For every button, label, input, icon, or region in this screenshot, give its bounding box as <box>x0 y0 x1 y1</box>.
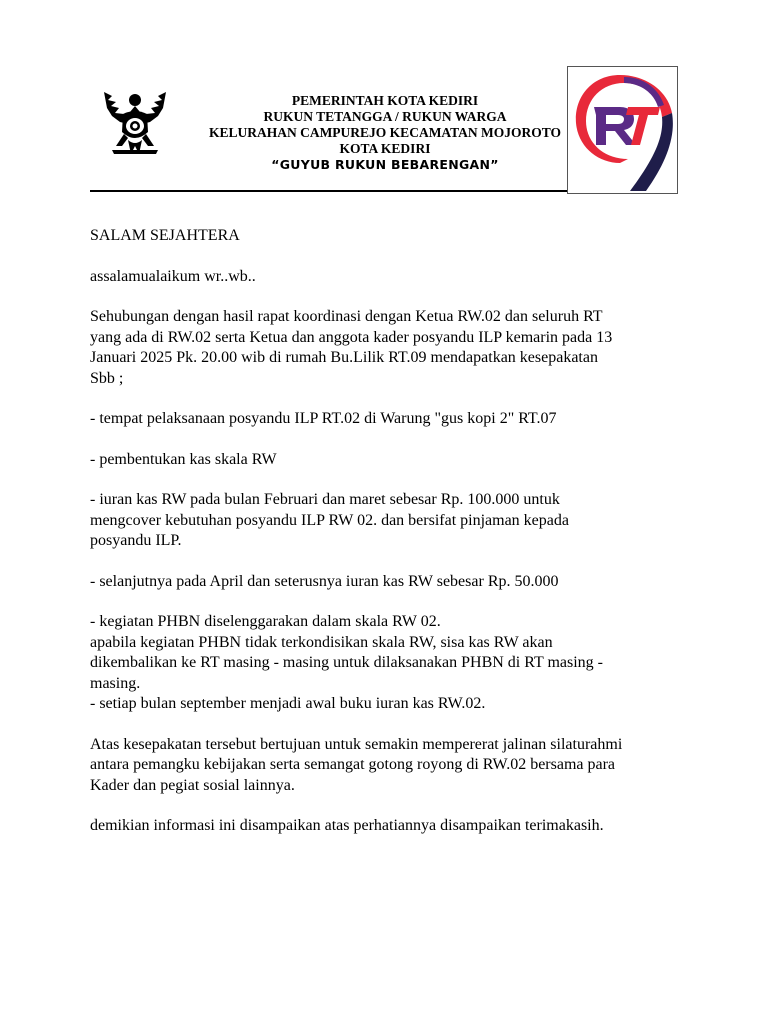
garuda-emblem-icon <box>98 86 172 160</box>
item-line: posyandu ILP. <box>90 532 182 549</box>
closing-paragraph <box>90 735 690 797</box>
item-line: - kegiatan PHBN diselenggarakan dalam skala RW 02. <box>90 613 441 630</box>
intro-line: yang ada di RW.02 serta Ketua dan anggota kader posyandu ILP kemarin pada 13 <box>90 328 613 346</box>
closing-line: Kader dan pegiat sosial lainnya. <box>90 776 295 794</box>
header-motto: “GUYUB RUKUN BEBARENGAN” <box>271 157 499 172</box>
letterhead <box>180 93 590 173</box>
agreement-item-6: - setiap bulan september menjadi awal buku iuran kas RW.02. <box>90 695 486 712</box>
intro-line: Sbb ; <box>90 369 124 387</box>
header-line-2: RUKUN TETANGGA / RUKUN WARGA <box>263 109 507 124</box>
agreement-item-4: - selanjutnya pada April dan seterusnya iuran kas RW sebesar Rp. 50.000 <box>90 572 559 590</box>
item-line: dikembalikan ke RT masing - masing untuk dilaksanakan PHBN di RT masing - <box>90 654 603 671</box>
item-line: mengcover kebutuhan posyandu ILP RW 02. dan bersifat pinjaman kepada <box>90 511 569 529</box>
final-statement: demikian informasi ini disampaikan atas perhatiannya disampaikan terimakasih. <box>90 817 604 834</box>
intro-line: Sehubungan dengan hasil rapat koordinasi dengan Ketua RW.02 dan seluruh RT <box>90 308 603 325</box>
agreement-item-1: - tempat pelaksanaan posyandu ILP RT.02 di Warung "gus kopi 2" RT.07 <box>90 410 557 427</box>
header-line-4: KOTA KEDIRI <box>339 141 431 156</box>
item-line: - iuran kas RW pada bulan Februari dan maret sebesar Rp. 100.000 untuk <box>90 491 560 508</box>
letter-body <box>90 226 690 857</box>
item-line: masing. <box>90 674 141 692</box>
agreement-item-5 <box>90 612 690 694</box>
salam: assalamualaikum wr..wb.. <box>90 267 256 285</box>
greeting: SALAM SEJAHTERA <box>90 227 240 244</box>
closing-line: Atas kesepakatan tersebut bertujuan untuk semakin mempererat jalinan silaturahmi <box>90 735 623 753</box>
closing-line: antara pemangku kebijakan serta semangat gotong royong di RW.02 bersama para <box>90 756 616 773</box>
item-line: apabila kegiatan PHBN tidak terkondisikan skala RW, sisa kas RW akan <box>90 633 553 651</box>
header-line-1: PEMERINTAH KOTA KEDIRI <box>291 93 479 108</box>
header-line-3: KELURAHAN CAMPUREJO KECAMATAN MOJOROTO <box>208 125 562 140</box>
agreement-item-2: - pembentukan kas skala RW <box>90 450 277 468</box>
agreement-item-3 <box>90 490 690 552</box>
intro-line: Januari 2025 Pk. 20.00 wib di rumah Bu.Lilik RT.09 mendapatkan kesepakatan <box>90 349 598 366</box>
rt-logo-icon <box>567 66 678 194</box>
header-divider <box>90 190 568 192</box>
intro-paragraph <box>90 307 690 389</box>
